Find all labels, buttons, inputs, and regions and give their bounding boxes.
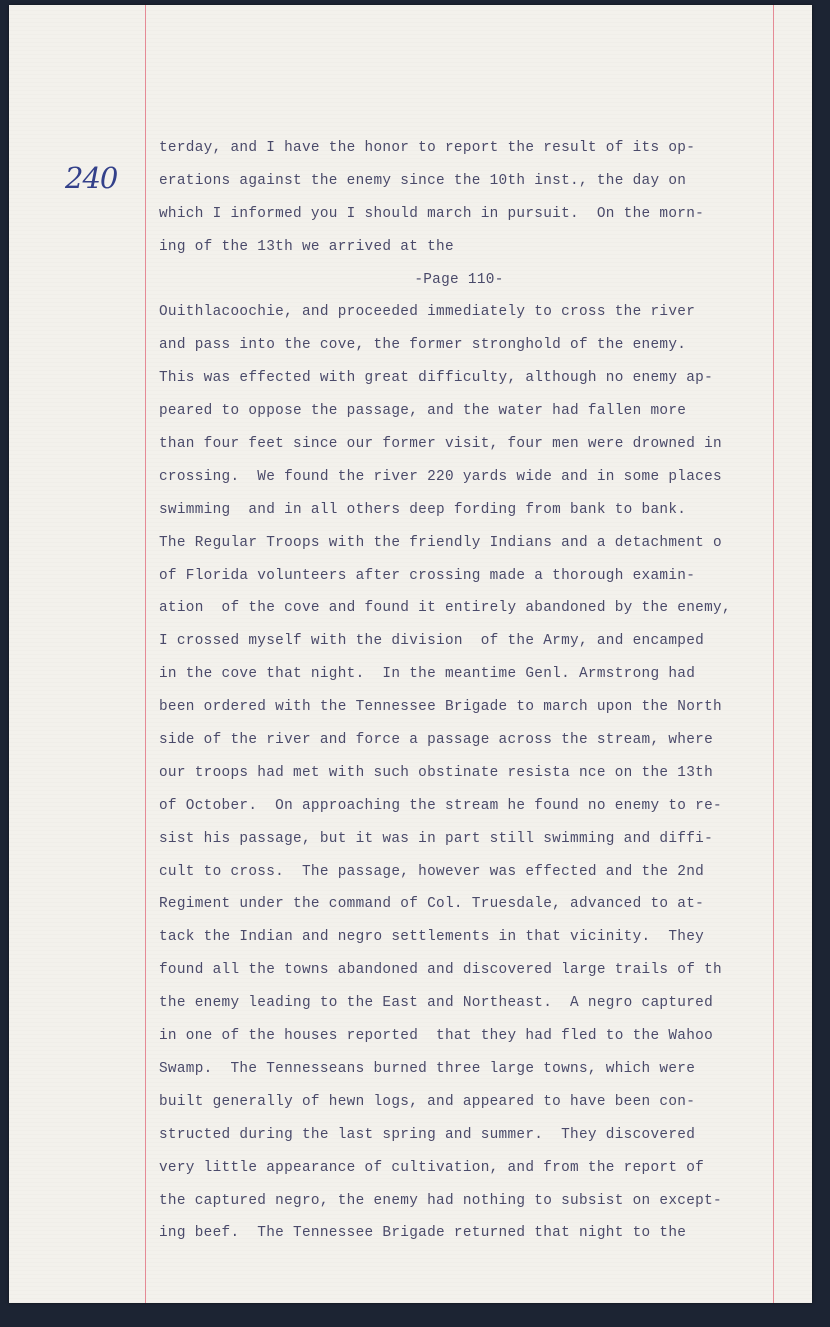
- page-marker: -Page 110-: [414, 271, 504, 288]
- text-line: This was effected with great difficulty, although no enemy ap-: [159, 370, 714, 387]
- typed-text: [159, 132, 759, 1250]
- text-line: side of the river and force a passage across the stream, where: [159, 732, 714, 749]
- text-line: The Regular Troops with the friendly Indians and a detachment o: [159, 534, 722, 551]
- text-line: swimming and in all others deep fording from bank to bank.: [159, 501, 687, 518]
- right-margin-rule: [773, 5, 774, 1303]
- text-line: the enemy leading to the East and Northeast. A negro captured: [159, 995, 714, 1012]
- text-line: erations against the enemy since the 10th inst., the day on: [159, 172, 687, 189]
- text-line: I crossed myself with the division of the Army, and encamped: [159, 633, 705, 650]
- left-margin-rule: [145, 5, 146, 1303]
- text-line: Regiment under the command of Col. Truesdale, advanced to at-: [159, 896, 705, 913]
- text-line: which I informed you I should march in pursuit. On the morn-: [159, 205, 705, 222]
- text-line: been ordered with the Tennessee Brigade to march upon the North: [159, 699, 722, 716]
- manuscript-page: [9, 5, 812, 1303]
- folio-number: 240: [65, 161, 118, 195]
- text-line: ing of the 13th we arrived at the: [159, 238, 454, 255]
- text-line: our troops had met with such obstinate resista nce on the 13th: [159, 764, 714, 781]
- text-line: of October. On approaching the stream he found no enemy to re-: [159, 797, 722, 814]
- text-line: in one of the houses reported that they had fled to the Wahoo: [159, 1028, 714, 1045]
- text-line: ing beef. The Tennessee Brigade returned that night to the: [159, 1225, 687, 1242]
- text-line: than four feet since our former visit, four men were drowned in: [159, 436, 722, 453]
- text-line: cult to cross. The passage, however was effected and the 2nd: [159, 863, 705, 880]
- text-line: in the cove that night. In the meantime Genl. Armstrong had: [159, 666, 696, 683]
- text-line: ation of the cove and found it entirely abandoned by the enemy,: [159, 600, 731, 617]
- text-line: built generally of hewn logs, and appeared to have been con-: [159, 1093, 696, 1110]
- text-line: Ouithlacoochie, and proceeded immediately to cross the river: [159, 304, 696, 321]
- text-line: tack the Indian and negro settlements in that vicinity. They: [159, 929, 705, 946]
- text-line: found all the towns abandoned and discovered large trails of th: [159, 962, 722, 979]
- text-line: structed during the last spring and summer. They discovered: [159, 1126, 696, 1143]
- text-line: terday, and I have the honor to report the result of its op-: [159, 140, 696, 156]
- text-line: very little appearance of cultivation, and from the report of: [159, 1159, 705, 1176]
- text-line: peared to oppose the passage, and the water had fallen more: [159, 403, 687, 420]
- text-line: the captured negro, the enemy had nothing to subsist on except-: [159, 1192, 722, 1209]
- text-line: crossing. We found the river 220 yards wide and in some places: [159, 468, 722, 485]
- text-line: of Florida volunteers after crossing made a thorough examin-: [159, 567, 696, 584]
- text-line: and pass into the cove, the former stronghold of the enemy.: [159, 337, 687, 354]
- text-line: sist his passage, but it was in part still swimming and diffi-: [159, 830, 714, 847]
- text-line: Swamp. The Tennesseans burned three large towns, which were: [159, 1060, 696, 1077]
